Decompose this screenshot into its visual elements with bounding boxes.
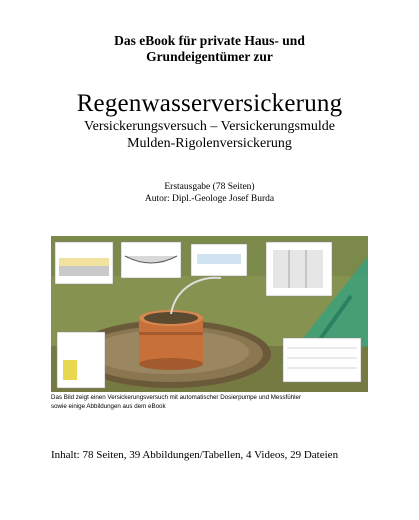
edition-info <box>0 181 419 205</box>
caption-line-1: Das Bild zeigt einen Versickerungsversuch mit automatischer Dosierpumpe und Messfühler <box>51 394 302 401</box>
edition-line: Erstausgabe (78 Seiten) <box>164 182 255 192</box>
header-line-1: Das eBook für private Haus- und <box>114 33 305 48</box>
subtitle-line-2: Mulden-Rigolenversickerung <box>127 136 292 151</box>
subtitle <box>0 118 419 152</box>
author-line: Autor: Dipl.-Geologe Josef Burda <box>144 194 275 204</box>
ebook-header <box>0 33 419 65</box>
header-line-2: Grundeigentümer zur <box>146 49 273 64</box>
caption-line-2: sowie einige Abbildungen aus dem eBook <box>51 402 166 410</box>
cover-photo <box>51 236 368 392</box>
subtitle-line-1: Versickerungsversuch – Versickerungsmulde <box>84 119 335 134</box>
content-summary: Inhalt: 78 Seiten, 39 Abbildungen/Tabellen, 4 Videos, 29 Dateien <box>51 449 339 461</box>
photo-caption <box>51 394 368 411</box>
page-title: Regenwasserversickerung <box>76 90 343 117</box>
cover-photo-illustration <box>51 236 368 392</box>
